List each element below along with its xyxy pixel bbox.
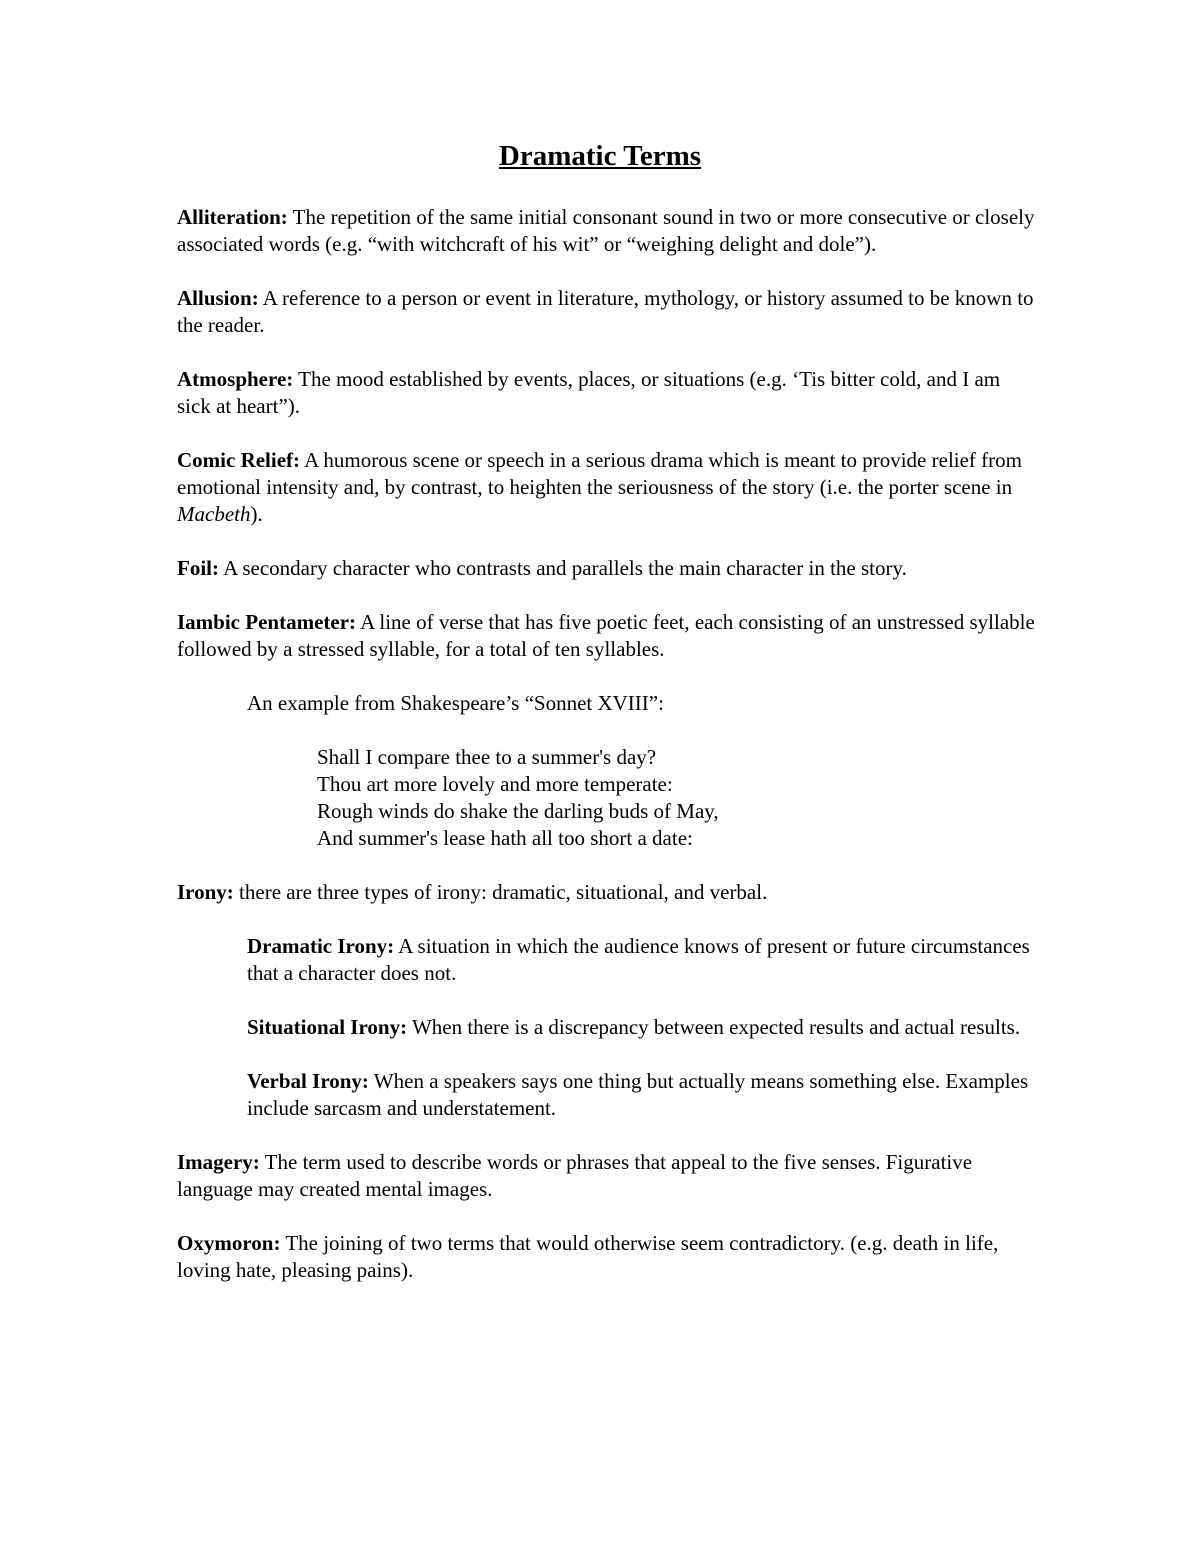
entry-dramatic-irony bbox=[247, 933, 1037, 987]
term-label: Iambic Pentameter: bbox=[177, 610, 357, 634]
poem-line: Shall I compare thee to a summer's day? bbox=[317, 745, 657, 769]
term-label: Atmosphere: bbox=[177, 367, 294, 391]
work-title: Macbeth bbox=[177, 502, 251, 526]
term-definition: A line of verse that has five poetic feet, each consisting of an unstressed syllable followed by a stressed syllable, for a total of ten syllables. bbox=[177, 610, 1035, 661]
term-definition: A reference to a person or event in literature, mythology, or history assumed to be known to the reader. bbox=[177, 286, 1034, 337]
term-label: Foil: bbox=[177, 556, 219, 580]
entry-oxymoron bbox=[177, 1230, 1037, 1284]
entry-verbal-irony bbox=[247, 1068, 1037, 1122]
document-body bbox=[177, 204, 1037, 1311]
term-definition: The repetition of the same initial consonant sound in two or more consecutive or closely associated words (e.g. “with witchcraft of his wit” or “weighing delight and dole”). bbox=[177, 205, 1035, 256]
term-definition: The mood established by events, places, or situations (e.g. ‘Tis bitter cold, and I am sick at heart”). bbox=[177, 367, 1001, 418]
sonnet-excerpt bbox=[317, 744, 1037, 852]
term-definition: The joining of two terms that would otherwise seem contradictory. (e.g. death in life, loving hate, pleasing pains). bbox=[177, 1231, 999, 1282]
entry-foil bbox=[177, 555, 1037, 582]
document-title: Dramatic Terms bbox=[498, 140, 702, 172]
entry-atmosphere bbox=[177, 366, 1037, 420]
term-label: Oxymoron: bbox=[177, 1231, 281, 1255]
term-definition: there are three types of irony: dramatic, situational, and verbal. bbox=[233, 880, 768, 904]
term-definition: A situation in which the audience knows of present or future circumstances that a character does not. bbox=[247, 934, 1030, 985]
term-label: Situational Irony: bbox=[247, 1015, 408, 1039]
term-label: Comic Relief: bbox=[177, 448, 301, 472]
term-definition: When there is a discrepancy between expected results and actual results. bbox=[407, 1015, 1021, 1039]
entry-iambic-pentameter bbox=[177, 609, 1037, 663]
poem-line: Thou art more lovely and more temperate: bbox=[317, 772, 673, 796]
term-definition: When a speakers says one thing but actually means something else. Examples include sarcasm and understatement. bbox=[247, 1069, 1029, 1120]
entry-situational-irony bbox=[247, 1014, 1037, 1041]
term-label: Verbal Irony: bbox=[247, 1069, 369, 1093]
term-definition: The term used to describe words or phrases that appeal to the five senses. Figurative language may created mental images. bbox=[177, 1150, 973, 1201]
poem-line: Rough winds do shake the darling buds of May, bbox=[317, 799, 719, 823]
entry-irony bbox=[177, 879, 1037, 906]
term-label: Alliteration: bbox=[177, 205, 288, 229]
poem-line: And summer's lease hath all too short a date: bbox=[317, 826, 693, 850]
term-definition: A secondary character who contrasts and parallels the main character in the story. bbox=[219, 556, 907, 580]
entry-comic-relief bbox=[177, 447, 1037, 528]
term-label: Allusion: bbox=[177, 286, 259, 310]
term-label: Irony: bbox=[177, 880, 234, 904]
entry-allusion bbox=[177, 285, 1037, 339]
term-label: Dramatic Irony: bbox=[247, 934, 395, 958]
entry-alliteration bbox=[177, 204, 1037, 258]
entry-imagery bbox=[177, 1149, 1037, 1203]
term-label: Imagery: bbox=[177, 1150, 260, 1174]
example-intro: An example from Shakespeare’s “Sonnet XVIII”: bbox=[247, 691, 664, 715]
term-definition: A humorous scene or speech in a serious drama which is meant to provide relief from emotional intensity and, by contrast, to heighten the seriousness of the story (i.e. the porter scene in bbox=[177, 448, 1022, 499]
term-definition-end: ). bbox=[250, 502, 263, 526]
